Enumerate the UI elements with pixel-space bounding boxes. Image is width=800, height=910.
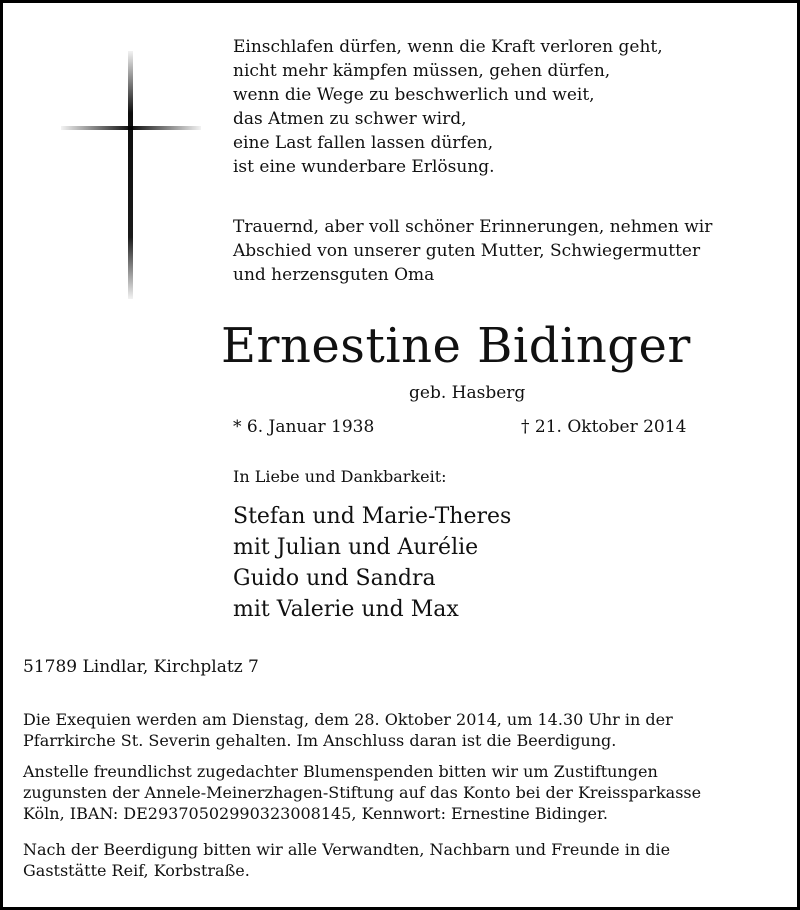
paragraph-line: Gaststätte Reif, Korbstraße. [23, 861, 250, 880]
mourner-line: mit Valerie und Max [233, 597, 459, 622]
paragraph-line: zugunsten der Annele-Meinerzhagen-Stiftung auf das Konto bei der Kreissparkasse [23, 783, 702, 802]
donation-paragraph [23, 761, 783, 824]
closing-phrase: In Liebe und Dankbarkeit: [233, 467, 447, 486]
poem-line: nicht mehr kämpfen müssen, gehen dürfen, [233, 61, 611, 81]
paragraph-line: Anstelle freundlichst zugedachter Blumenspenden bitten wir um Zustiftungen [23, 762, 658, 781]
mourner-line: mit Julian und Aurélie [233, 535, 479, 560]
death-date: † 21. Oktober 2014 [521, 417, 687, 437]
mourner-line: Guido und Sandra [233, 566, 436, 591]
poem-line: eine Last fallen lassen dürfen, [233, 133, 494, 153]
poem-line: wenn die Wege zu beschwerlich und weit, [233, 85, 595, 105]
cross-icon [61, 51, 201, 299]
paragraph-line: Die Exequien werden am Dienstag, dem 28. Oktober 2014, um 14.30 Uhr in der [23, 710, 673, 729]
intro-line: Trauernd, aber voll schöner Erinnerungen, nehmen wir [233, 217, 713, 237]
paragraph-line: Nach der Beerdigung bitten wir alle Verwandten, Nachbarn und Freunde in die [23, 840, 671, 859]
address: 51789 Lindlar, Kirchplatz 7 [23, 657, 259, 677]
poem-line: ist eine wunderbare Erlösung. [233, 157, 495, 177]
deceased-name: Ernestine Bidinger [221, 318, 691, 374]
reception-paragraph [23, 839, 783, 881]
paragraph-line: Pfarrkirche St. Severin gehalten. Im Anschluss daran ist die Beerdigung. [23, 731, 617, 750]
mourners-list [233, 501, 511, 625]
paragraph-line: Köln, IBAN: DE29370502990323008145, Kennwort: Ernestine Bidinger. [23, 804, 608, 823]
mourner-line: Stefan und Marie-Theres [233, 504, 512, 529]
funeral-info-paragraph [23, 709, 783, 751]
intro-line: Abschied von unserer guten Mutter, Schwiegermutter [233, 241, 701, 261]
birth-date: * 6. Januar 1938 [233, 417, 375, 437]
intro-line: und herzensguten Oma [233, 265, 435, 285]
intro-text [233, 215, 712, 287]
maiden-name: geb. Hasberg [409, 383, 526, 403]
poem [233, 35, 663, 179]
poem-line: Einschlafen dürfen, wenn die Kraft verloren geht, [233, 37, 663, 57]
poem-line: das Atmen zu schwer wird, [233, 109, 467, 129]
